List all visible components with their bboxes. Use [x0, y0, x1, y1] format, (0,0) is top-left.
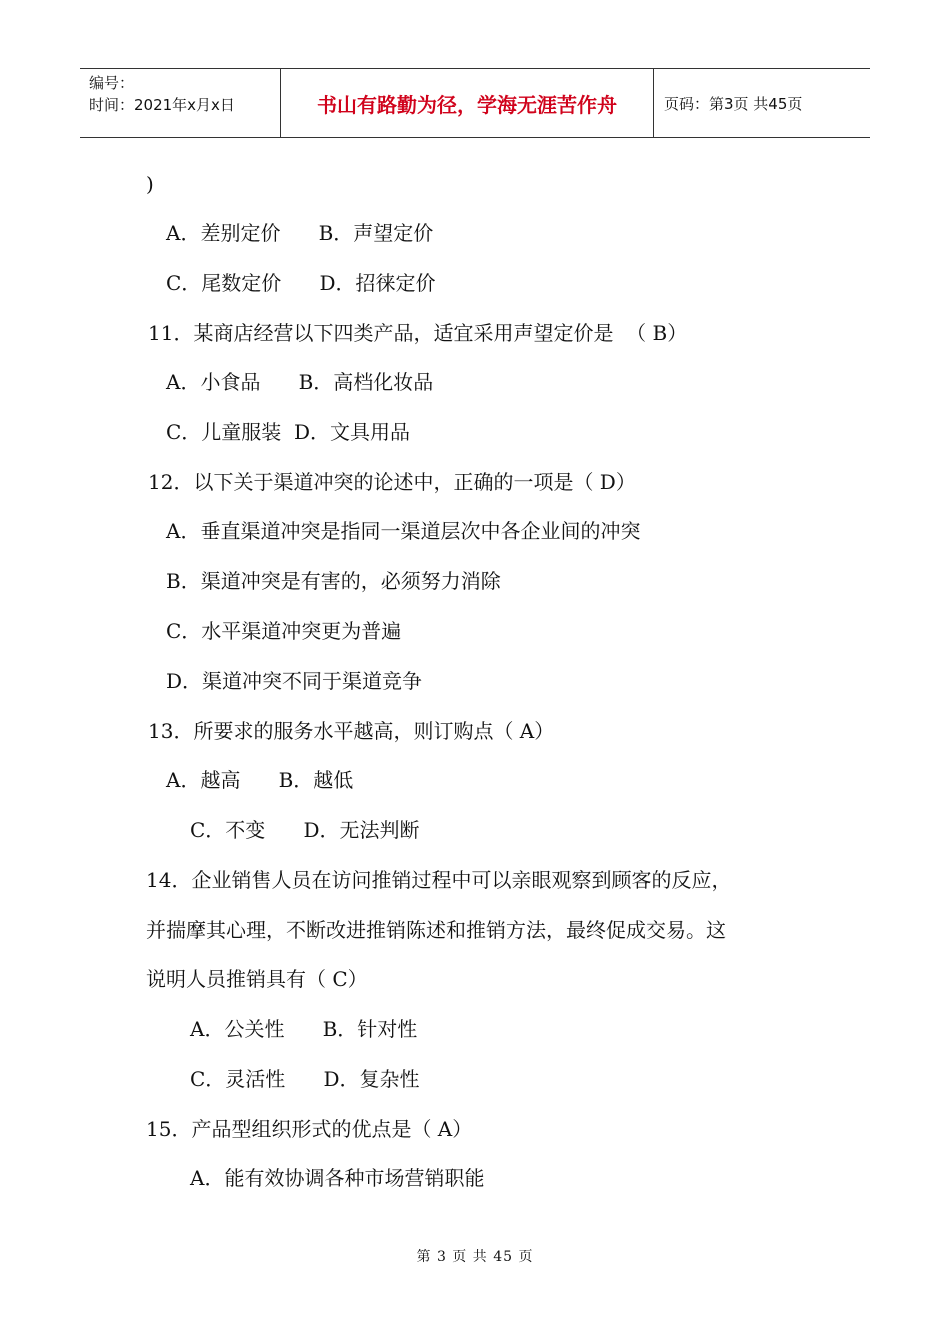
option-line-13ab: A．越高 B．越低: [166, 768, 354, 792]
document-time-label: 时间：2021年x月x日: [89, 96, 235, 114]
option-12d: D．渠道冲突不同于渠道竞争: [166, 669, 423, 693]
header-motto: 书山有路勤为径，学海无涯苦作舟: [281, 69, 654, 137]
option-line-10cd: C．尾数定价 D．招徕定价: [166, 271, 436, 295]
text-line-close-paren: ): [146, 172, 154, 196]
question-13: 13．所要求的服务水平越高，则订购点（ A）: [148, 719, 555, 743]
question-14-line-3: 说明人员推销具有（ C）: [146, 967, 368, 991]
page-footer: 第 3 页 共 45 页: [416, 1249, 534, 1265]
option-line-13cd: C．不变 D．无法判断: [190, 818, 420, 842]
option-12c: C．水平渠道冲突更为普遍: [166, 619, 402, 643]
question-14-line-1: 14．企业销售人员在访问推销过程中可以亲眼观察到顾客的反应，: [146, 868, 732, 892]
option-line-14cd: C．灵活性 D．复杂性: [190, 1067, 420, 1091]
header-page-info: 页码：第3页 共45页: [664, 94, 803, 113]
option-12b: B．渠道冲突是有害的，必须努力消除: [166, 569, 501, 593]
option-line-10ab: A．差别定价 B．声望定价: [166, 221, 434, 245]
option-line-11ab: A．小食品 B．高档化妆品: [166, 370, 434, 394]
question-14-line-2: 并揣摩其心理，不断改进推销陈述和推销方法，最终促成交易。这: [146, 918, 726, 942]
question-12: 12．以下关于渠道冲突的论述中，正确的一项是（ D）: [148, 470, 636, 494]
header-meta: [80, 69, 281, 137]
option-line-14ab: A．公关性 B．针对性: [190, 1017, 418, 1041]
document-number-label: 编号：: [89, 74, 135, 92]
option-12a: A．垂直渠道冲突是指同一渠道层次中各企业间的冲突: [166, 519, 641, 543]
option-line-11cd: C．儿童服装 D．文具用品: [166, 420, 411, 444]
question-15: 15．产品型组织形式的优点是（ A）: [146, 1117, 473, 1141]
page-header: [80, 68, 870, 138]
option-15a: A．能有效协调各种市场营销职能: [190, 1166, 485, 1190]
question-11: 11．某商店经营以下四类产品，适宜采用声望定价是 （ B）: [148, 321, 688, 345]
